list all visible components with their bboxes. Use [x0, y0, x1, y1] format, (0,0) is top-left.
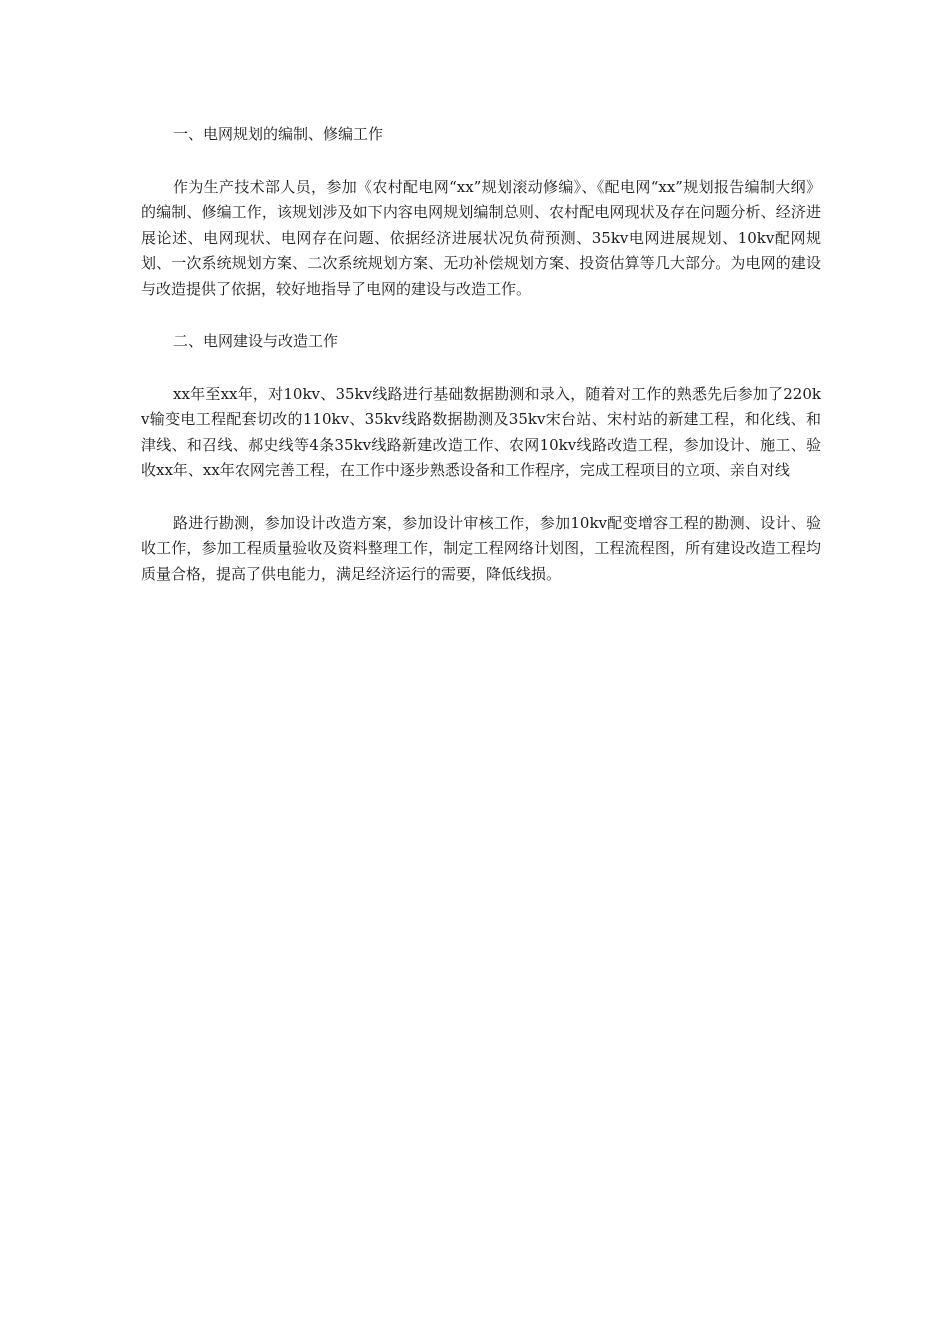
- spacer: [141, 302, 821, 329]
- section-paragraph-1: 作为生产技术部人员，参加《农村配电网“xx”规划滚动修编》、《配电网“xx”规划报告编制大纲》的编制、修编工作，该规划涉及如下内容电网规划编制总则、农村配电网现状及存在问题分析、经济进展论述、电网现状、电网存在问题、依据经济进展状况负荷预测、35kv电网进展规划、10kv配网规划、一次系统规划方案、二次系统规划方案、无功补偿规划方案、投资估算等几大部分。为电网的建设与改造提供了依据，较好地指导了电网的建设与改造工作。: [141, 177, 821, 298]
- spacer: [141, 148, 821, 175]
- section-paragraph-2: xx年至xx年，对10kv、35kv线路进行基础数据勘测和录入，随着对工作的熟悉先后参加了220kv输变电工程配套切改的110kv、35kv线路数据勘测及35kv宋台站、宋村站的新建工程，和化线、和津线、和召线、郝史线等4条35kv线路新建改造工作、农网10kv线路改造工程，参加设计、施工、验收xx年、xx年农网完善工程，在工作中逐步熟悉设备和工作程序，完成工程项目的立项、亲自对线: [141, 384, 821, 479]
- spacer: [141, 484, 821, 511]
- section-heading-2: 二、电网建设与改造工作: [173, 332, 339, 350]
- spacer: [141, 355, 821, 382]
- section-heading-1: 一、电网规划的编制、修编工作: [173, 125, 384, 143]
- document-body: [141, 122, 821, 587]
- section-paragraph-3: 路进行勘测，参加设计改造方案，参加设计审核工作，参加10kv配变增容工程的勘测、设计、验收工作，参加工程质量验收及资料整理工作，制定工程网络计划图，工程流程图，所有建设改造工程均质量合格，提高了供电能力，满足经济运行的需要，降低线损。: [141, 513, 821, 583]
